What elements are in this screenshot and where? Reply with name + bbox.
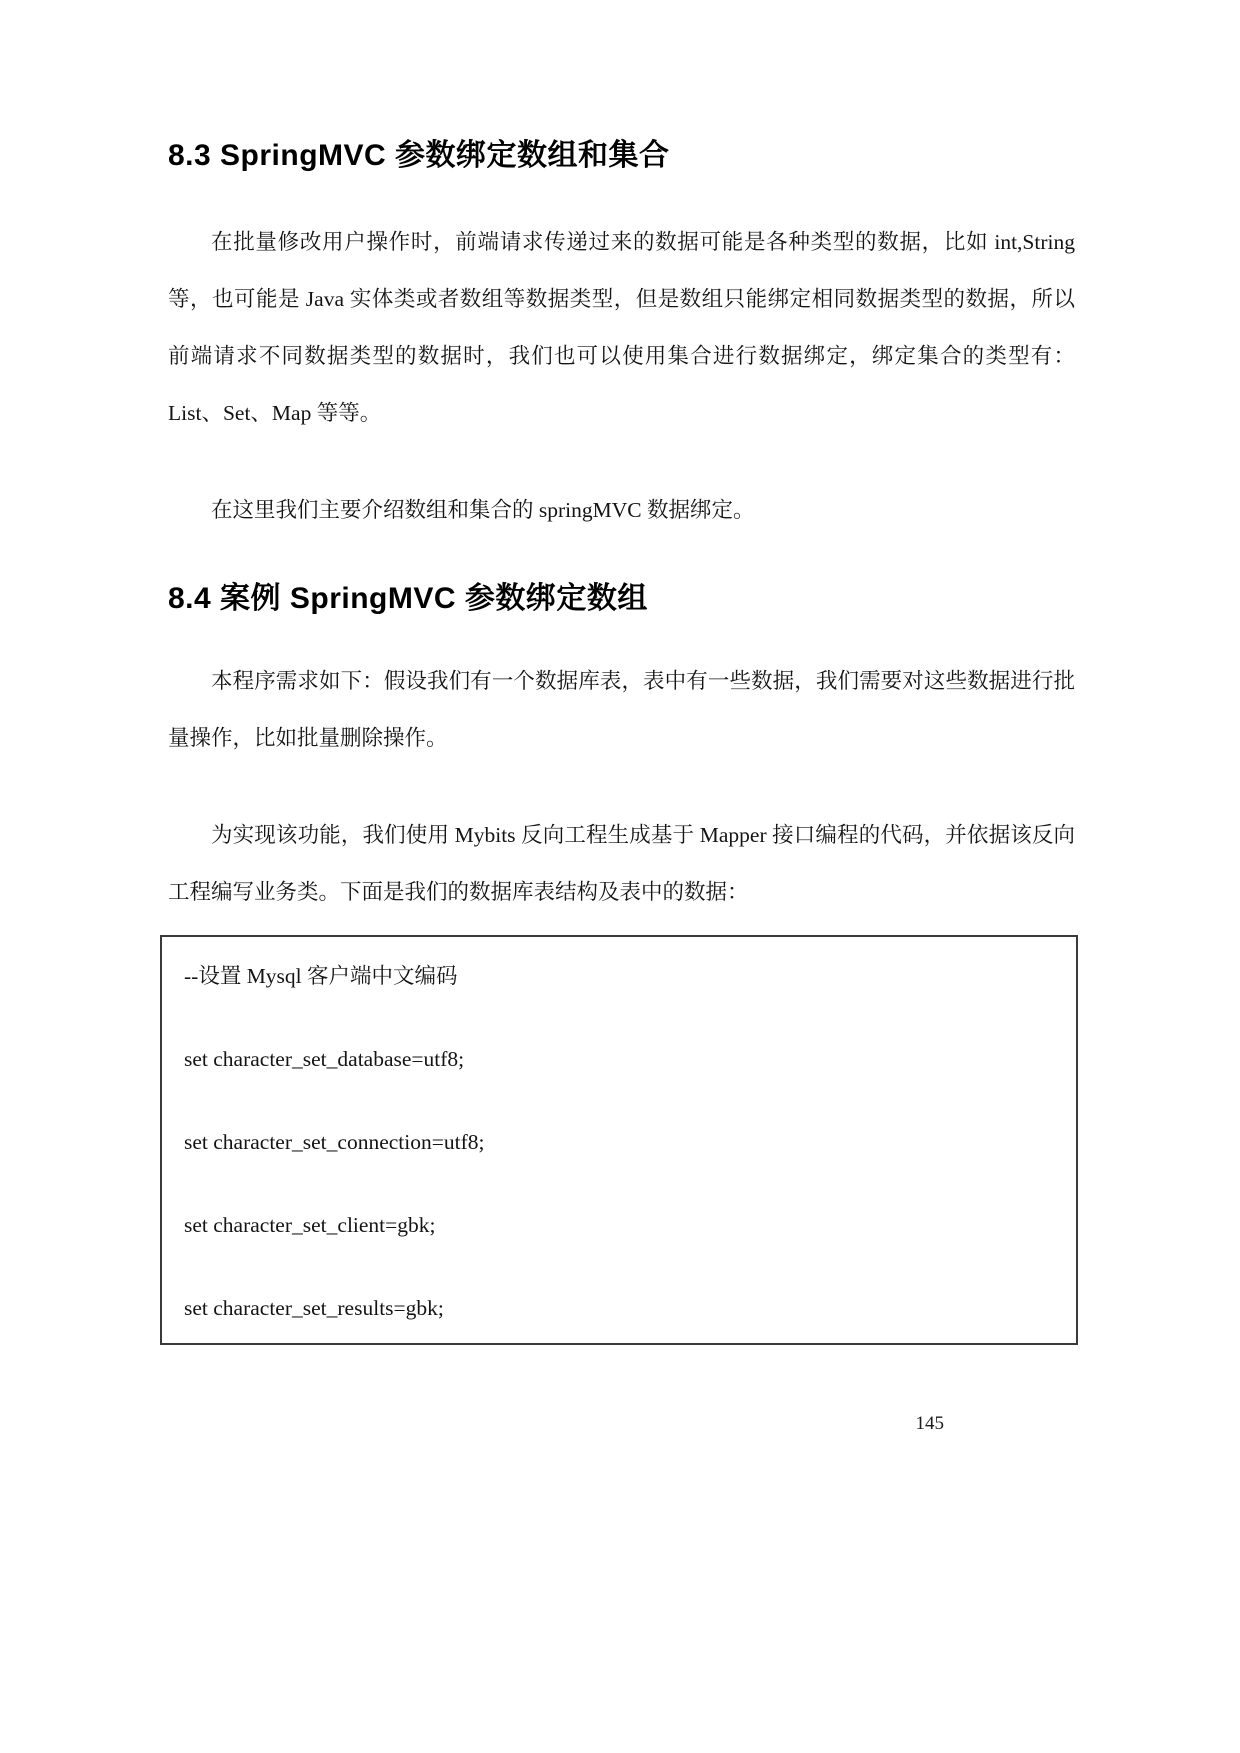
sql-code-block [160,935,1078,1345]
code-line: --设置 Mysql 客户端中文编码 [184,964,458,988]
section-8-4-heading: 8.4 案例 SpringMVC 参数绑定数组 [168,582,648,615]
code-line: set character_set_client=gbk; [184,1213,436,1237]
section-8-3-heading: 8.3 SpringMVC 参数绑定数组和集合 [168,139,670,172]
page-number: 145 [915,1413,944,1434]
code-line: set character_set_results=gbk; [184,1296,444,1320]
section-8-3-paragraph-2: 在这里我们主要介绍数组和集合的 springMVC 数据绑定。 [211,498,755,522]
code-line: set character_set_database=utf8; [184,1047,465,1071]
section-8-3-paragraph-1: 在批量修改用户操作时，前端请求传递过来的数据可能是各种类型的数据，比如 int,String 等，也可能是 Java 实体类或者数组等数据类型，但是数组只能绑定相同数据类型的数据，所以前端请求不同数据类型的数据时，我们也可以使用集合进行数据绑定，绑定集合的类型有：List、Set、Map 等等。 [168,230,1075,425]
code-line: set character_set_connection=utf8; [184,1130,485,1154]
section-8-4-paragraph-1: 本程序需求如下：假设我们有一个数据库表，表中有一些数据，我们需要对这些数据进行批量操作，比如批量删除操作。 [168,669,1075,750]
section-8-4-paragraph-2: 为实现该功能，我们使用 Mybits 反向工程生成基于 Mapper 接口编程的代码，并依据该反向工程编写业务类。下面是我们的数据库表结构及表中的数据： [168,823,1075,904]
